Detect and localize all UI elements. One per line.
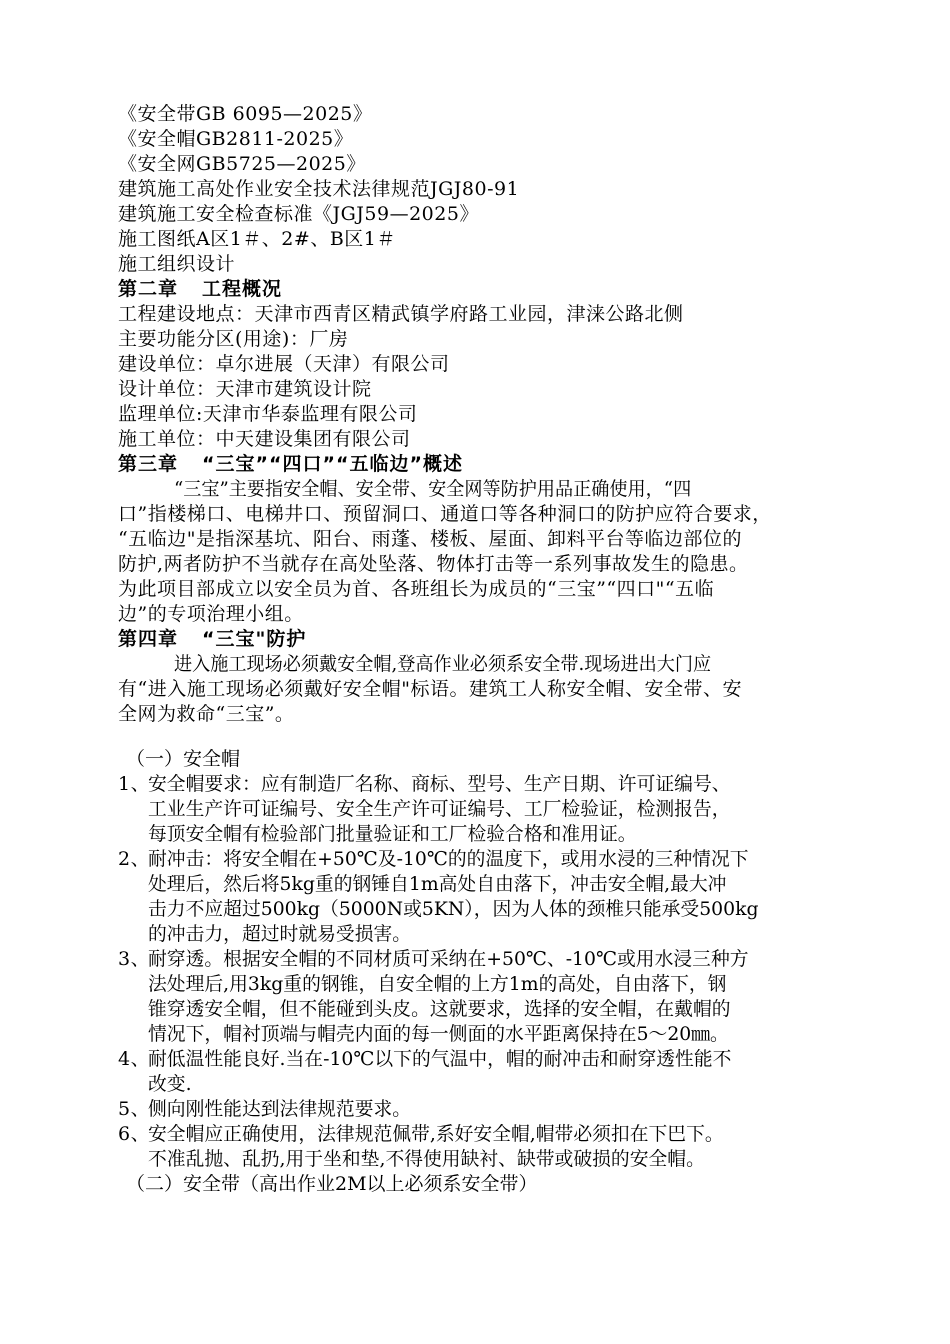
project-info-line: 主要功能分区(用途)：厂房 bbox=[118, 328, 349, 350]
reference-line: 《安全网GB5725—2025》 bbox=[118, 153, 366, 175]
chapter-number: 第三章 bbox=[118, 453, 179, 475]
list-item-number: 6、 bbox=[118, 1123, 151, 1145]
project-info-line: 设计单位：天津市建筑设计院 bbox=[118, 378, 372, 400]
list-item-line: 每顶安全帽有检验部门批量验证和工厂检验合格和准用证。 bbox=[148, 823, 637, 845]
list-item-line: 工业生产许可证编号、安全生产许可证编号、工厂检验证，检测报告， bbox=[148, 798, 731, 820]
list-item-line: 锥穿透安全帽，但不能碰到头皮。这就要求，选择的安全帽，在戴帽的 bbox=[148, 998, 731, 1020]
chapter-2-heading bbox=[118, 277, 858, 301]
list-item-number: 1、 bbox=[118, 773, 151, 795]
paragraph-line: “三宝”主要指安全帽、安全带、安全网等防护用品正确使用，“四 bbox=[174, 478, 692, 500]
chapter-4-heading bbox=[118, 627, 858, 651]
list-item-line: 安全帽应正确使用，法律规范佩带,系好安全帽,帽带必须扣在下巴下。 bbox=[148, 1123, 724, 1145]
chapter-title: “三宝"防护 bbox=[202, 628, 307, 650]
list-item-line: 的冲击力，超过时就易受损害。 bbox=[148, 923, 412, 945]
list-item-line: 情况下，帽衬顶端与帽壳内面的每一侧面的水平距离保持在5～20㎜。 bbox=[148, 1023, 729, 1045]
reference-line: 建筑施工安全检查标准《JGJ59—2025》 bbox=[118, 203, 479, 225]
list-item-line: 耐冲击：将安全帽在+50℃及-10℃的的温度下，或用水浸的三种情况下 bbox=[148, 848, 749, 870]
paragraph-line: 进入施工现场必须戴安全帽,登高作业必须系安全带.现场进出大门应 bbox=[174, 653, 712, 675]
project-info-line: 工程建设地点：天津市西青区精武镇学府路工业园，津涞公路北侧 bbox=[118, 303, 684, 325]
reference-line: 《安全带GB 6095—2025》 bbox=[118, 103, 373, 125]
chapter-number: 第二章 bbox=[118, 278, 179, 300]
chapter-number: 第四章 bbox=[118, 628, 179, 650]
paragraph-line: “五临边"是指深基坑、阳台、雨蓬、楼板、屋面、卸料平台等临边部位的 bbox=[118, 528, 742, 550]
reference-line: 建筑施工高处作业安全技术法律规范JGJ80-91 bbox=[118, 178, 520, 200]
paragraph-line: 有“进入施工现场必须戴好安全帽"标语。建筑工人称安全帽、安全带、安 bbox=[118, 678, 742, 700]
paragraph-line: 口”指楼梯口、电梯井口、预留洞口、通道口等各种洞口的防护应符合要求， bbox=[118, 503, 772, 525]
list-item-line: 安全帽要求：应有制造厂名称、商标、型号、生产日期、许可证编号、 bbox=[148, 773, 731, 795]
list-item-number: 4、 bbox=[118, 1048, 151, 1070]
list-item-line: 击力不应超过500kg（5000N或5KN），因为人体的颈椎只能承受500kg bbox=[148, 898, 759, 920]
section-title-helmet: （一）安全帽 bbox=[126, 748, 241, 770]
list-item-number: 5、 bbox=[118, 1098, 151, 1120]
section-title-safety-belt: （二）安全带（高出作业2M以上必须系安全带） bbox=[126, 1173, 538, 1195]
reference-line: 施工组织设计 bbox=[118, 253, 236, 275]
paragraph-line: 全网为救命“三宝”。 bbox=[118, 703, 295, 725]
list-item-line: 不准乱抛、乱扔,用于坐和垫,不得使用缺衬、缺带或破损的安全帽。 bbox=[148, 1148, 705, 1170]
reference-line: 施工图纸A区1＃、2#、B区1＃ bbox=[118, 228, 396, 250]
list-item-line: 改变. bbox=[148, 1073, 192, 1095]
reference-line: 《安全帽GB2811-2025》 bbox=[118, 128, 354, 150]
paragraph-line: 为此项目部成立以安全员为首、各班组长为成员的“三宝”“四口"“五临 bbox=[118, 578, 715, 600]
chapter-3-heading bbox=[118, 452, 858, 476]
project-info-line: 建设单位：卓尔进展（天津）有限公司 bbox=[118, 353, 450, 375]
chapter-title: “三宝”“四口”“五临边”概述 bbox=[202, 453, 463, 475]
list-item-number: 2、 bbox=[118, 848, 151, 870]
list-item-line: 耐低温性能良好.当在-10℃以下的气温中，帽的耐冲击和耐穿透性能不 bbox=[148, 1048, 732, 1070]
chapter-title: 工程概况 bbox=[202, 278, 283, 300]
list-item-line: 法处理后,用3kg重的钢锥，自安全帽的上方1m的高处，自由落下，钢 bbox=[148, 973, 727, 995]
list-item-number: 3、 bbox=[118, 948, 151, 970]
list-item-line: 处理后，然后将5kg重的钢锤自1m高处自由落下，冲击安全帽,最大冲 bbox=[148, 873, 727, 895]
paragraph-line: 边”的专项治理小组。 bbox=[118, 603, 304, 625]
project-info-line: 施工单位：中天建设集团有限公司 bbox=[118, 428, 411, 450]
list-item-line: 侧向刚性能达到法律规范要求。 bbox=[148, 1098, 412, 1120]
list-item-line: 耐穿透。根据安全帽的不同材质可采纳在+50℃、-10℃或用水浸三种方 bbox=[148, 948, 749, 970]
project-info-line: 监理单位:天津市华泰监理有限公司 bbox=[118, 403, 418, 425]
paragraph-line: 防护,两者防护不当就存在高处坠落、物体打击等一系列事故发生的隐患。 bbox=[118, 553, 749, 575]
